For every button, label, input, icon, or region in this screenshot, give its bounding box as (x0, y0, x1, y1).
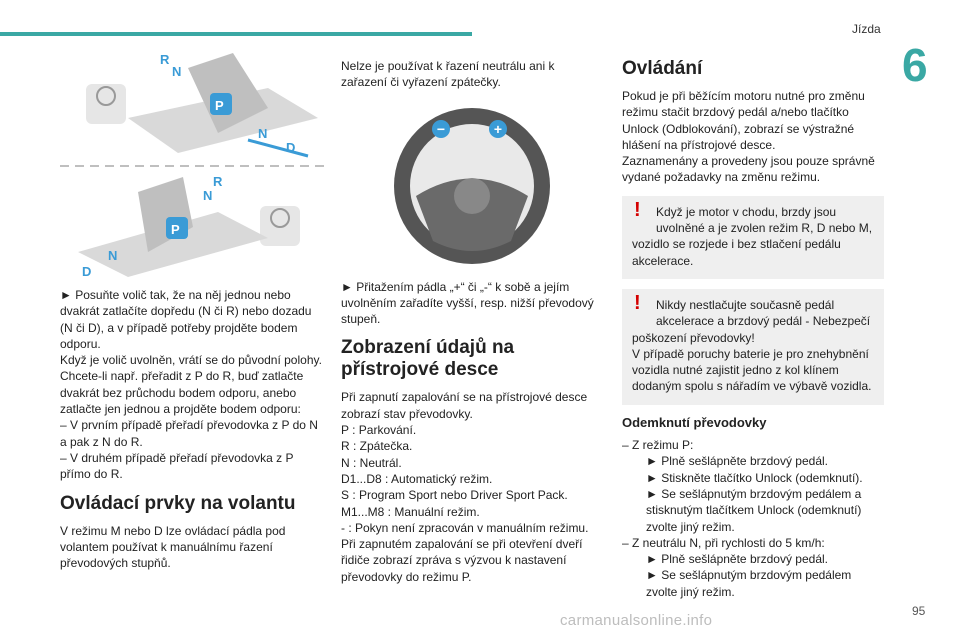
text-case-1: – V prvním případě přeřadí převodovka z P do N a pak z N do R. (60, 418, 318, 449)
unlock-step: – Z neutrálu N, při rychlosti do 5 km/h: (622, 535, 825, 550)
shifter-label-n: N (172, 64, 182, 79)
text-example: Chcete-li např. přeřadit z P do R, buď zatlačte dvakrát bez průchodu bodem odporu, anebo zatlačte jen jednou a projděte bodem odporu: (60, 369, 304, 417)
text-paddles: V režimu M nebo D lze ovládací pádla pod volantem používat k manuálnímu řazení převodových stupňů. (60, 523, 286, 571)
plus-paddle-icon: + (493, 120, 503, 137)
warning-box-creep (622, 196, 884, 279)
warning-creep-text-b: vozidlo se rozjede i bez stlačení pedálu akcelerace. (632, 237, 841, 268)
shifter-bottom-label-r: R (213, 174, 223, 189)
shifter-label-n2: N (258, 126, 268, 141)
instruction-pull-paddle: ► Přitažením pádla „+“ či „-“ k sobě a jejím uvolněním zařadíte vyšší, resp. nižší převodový stupeň. (341, 279, 594, 327)
text-control-warning: Pokud je při běžícím motoru nutné pro změnu režimu stačit brzdový pedál a/nebo tlačítko Unlock (Odblokování), zobrazí se výstražné hlášení na přístrojové desce. (622, 89, 865, 152)
minus-paddle-icon: − (436, 120, 446, 137)
heading-control: Ovládání (622, 58, 703, 79)
warning-battery-text: V případě poruchy baterie je pro znehybnění vozidla nutné zajistit jedno z kol klínem dodaným spolu s nářadím ve výbavě vozidla. (632, 346, 872, 394)
shifter-bottom-label-n: N (203, 188, 213, 203)
text-selector-release: Když je volič uvolněn, vrátí se do původní polohy. (60, 353, 322, 368)
mode-item: N : Neutrál. (341, 455, 402, 470)
watermark: carmanualsonline.info (560, 612, 713, 629)
warning-box-pedals (622, 289, 884, 405)
chapter-number: 6 (902, 39, 928, 91)
heading-instrument-display: Zobrazení údajů na přístrojové desce (341, 337, 515, 381)
unlock-step: ► Plně sešlápněte brzdový pedál. (646, 552, 828, 567)
shifter-label-d: D (286, 140, 296, 155)
unlock-step: ► Se sešlápnutým brzdovým pedálem zvolte jiný režim. (646, 568, 852, 599)
heading-unlock: Odemknutí převodovky (622, 414, 767, 430)
unlock-step: – Z režimu P: (622, 438, 694, 453)
column-2 (341, 58, 603, 585)
unlock-step: ► Plně sešlápněte brzdový pedál. (646, 454, 828, 469)
warning-pedals-text-a: Nikdy nestlačujte současně pedál akcelerace a brzdový pedál - Nebezpečí (656, 297, 871, 329)
text-display-status: Při zapnutí zapalování se na přístrojové desce zobrazí stav převodovky. (341, 390, 588, 421)
unlock-step: ► Se sešlápnutým brzdovým pedálem a stisknutým tlačítkem Unlock (odemknutí) zvolte jiný režim. (646, 486, 862, 534)
page-number: 95 (912, 604, 926, 618)
warning-icon: ! (634, 291, 641, 314)
heading-steering-controls: Ovládací prvky na volantu (60, 492, 296, 514)
column-3 (622, 58, 884, 600)
mode-item: D1...D8 : Automatický režim. (341, 471, 493, 486)
warning-creep-text-a: Když je motor v chodu, brzdy jsou uvolněné a je zvolen režim R, D nebo M, (656, 204, 873, 236)
mode-item: M1...M8 : Manuální režim. (341, 504, 480, 519)
mode-item: - : Pokyn není zpracován v manuálním režimu. (341, 520, 589, 535)
mode-item: P : Parkování. (341, 423, 417, 438)
shifter-label-r: R (160, 52, 170, 67)
instruction-move-selector: ► Posuňte volič tak, že na něj jednou nebo dvakrát zatlačíte dopředu (N či R) nebo dozadu (N či D), a v případě potřeby projděte bodem odporu. (60, 288, 312, 351)
warning-pedals-text-b: poškození převodovky! (632, 330, 755, 345)
gear-selector-illustration-bottom (68, 172, 324, 280)
shifter-bottom-label-p: P (171, 222, 180, 237)
shifter-bottom-label-d: D (82, 264, 92, 279)
steering-wheel-illustration (341, 101, 603, 271)
figure-divider (60, 164, 324, 168)
shifter-label-p: P (215, 98, 224, 113)
unlock-step: ► Stiskněte tlačítko Unlock (odemknutí). (646, 470, 863, 485)
warning-icon: ! (634, 198, 641, 221)
text-requests: Zaznamenány a provedeny jsou pouze správně vydané požadavky na změnu režimu. (622, 154, 875, 185)
mode-item: R : Zpátečka. (341, 439, 413, 454)
shifter-bottom-label-n2: N (108, 248, 118, 263)
text-case-2: – V druhém případě přeřadí převodovka z P přímo do R. (60, 450, 294, 482)
column-1 (60, 287, 322, 571)
mode-item: S : Program Sport nebo Driver Sport Pack. (341, 488, 568, 503)
section-title: Jízda (852, 22, 881, 36)
gear-selector-illustration-top (68, 48, 324, 160)
header-accent-bar (0, 32, 472, 36)
text-door-message: Při zapnutém zapalování se při otevření dveří řidiče zobrazí zpráva s výzvou k nastavení převodovky do režimu P. (341, 537, 583, 584)
text-paddles-limit: Nelze je používat k řazení neutrálu ani k zařazení či vyřazení zpátečky. (341, 59, 555, 90)
